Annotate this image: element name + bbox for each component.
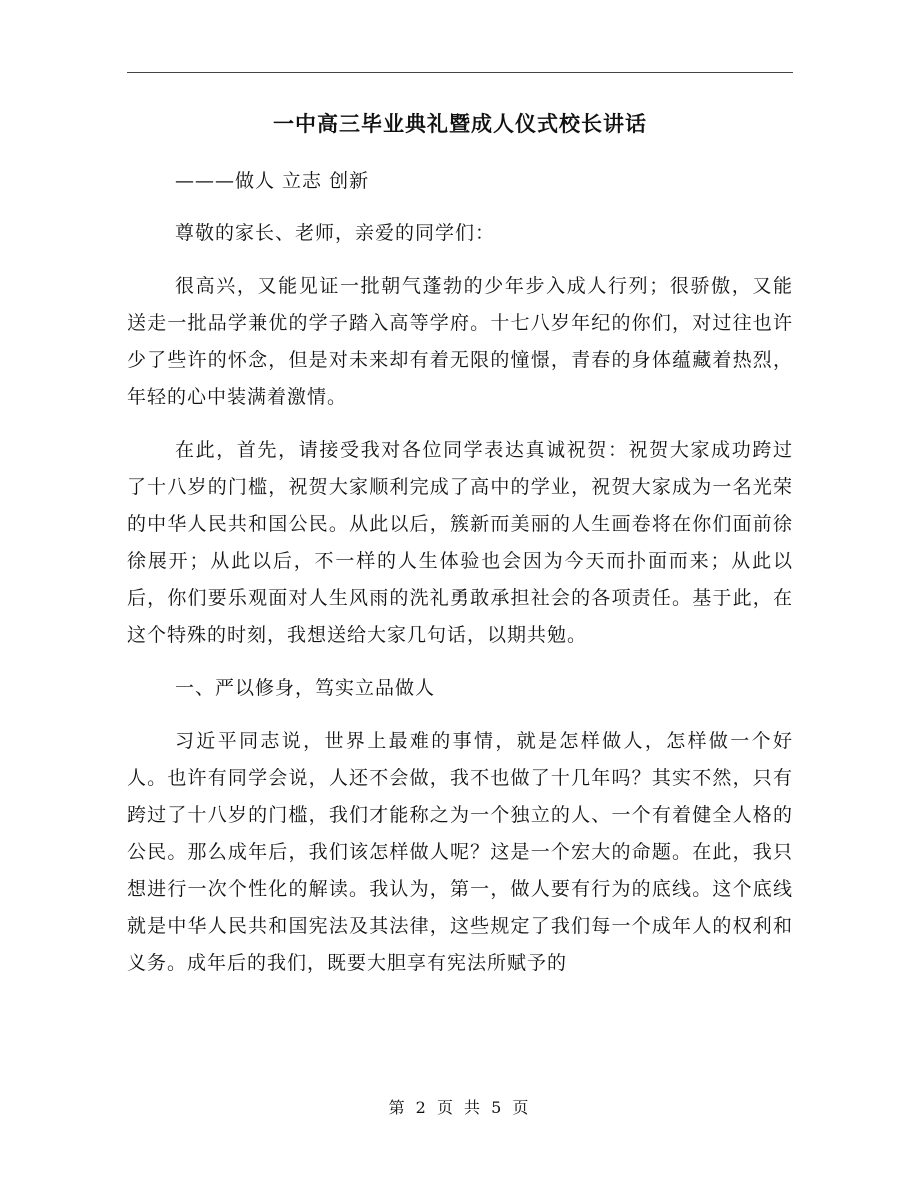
salutation: 尊敬的家长、老师，亲爱的同学们： — [175, 222, 496, 244]
page-number: 第 2 页 共 5 页 — [388, 1098, 532, 1117]
document-subtitle: ———做人 立志 创新 — [175, 170, 370, 192]
document-body — [127, 104, 793, 982]
section-heading-1: 一、严以修身，笃实立品做人 — [175, 677, 436, 699]
header-rule — [127, 72, 793, 73]
document-title: 一中高三毕业典礼暨成人仪式校长讲话 — [273, 111, 647, 136]
paragraph-2: 在此，首先，请接受我对各位同学表达真诚祝贺：祝贺大家成功跨过了十八岁的门槛，祝贺大家顺利完成了高中的学业，祝贺大家成为一名光荣的中华人民共和国公民。从此以后，簇新而美丽的人生画卷将在你们面前徐徐展开；从此以后，不一样的人生体验也会因为今天而扑面而来；从此以后，你们要乐观面对人生风雨的洗礼勇敢承担社会的各项责任。基于此，在这个特殊的时刻，我想送给大家几句话，以期共勉。 — [127, 439, 793, 646]
paragraph-3: 习近平同志说，世界上最难的事情，就是怎样做人，怎样做一个好人。也许有同学会说，人还不会做，我不也做了十几年吗？其实不然，只有跨过了十八岁的门槛，我们才能称之为一个独立的人、一个有着健全人格的公民。那么成年后，我们该怎样做人呢？这是一个宏大的命题。在此，我只想进行一次个性化的解读。我认为，第一，做人要有行为的底线。这个底线就是中华人民共和国宪法及其法律，这些规定了我们每一个成年人的权利和义务。成年后的我们，既要大胆享有宪法所赋予的 — [127, 730, 793, 974]
paragraph-1: 很高兴，又能见证一批朝气蓬勃的少年步入成人行列；很骄傲，又能送走一批品学兼优的学子踏入高等学府。十七八岁年纪的你们，对过往也许少了些许的怀念，但是对未来却有着无限的憧憬，青春的身体蕴藏着热烈，年轻的心中装满着激情。 — [127, 275, 793, 408]
